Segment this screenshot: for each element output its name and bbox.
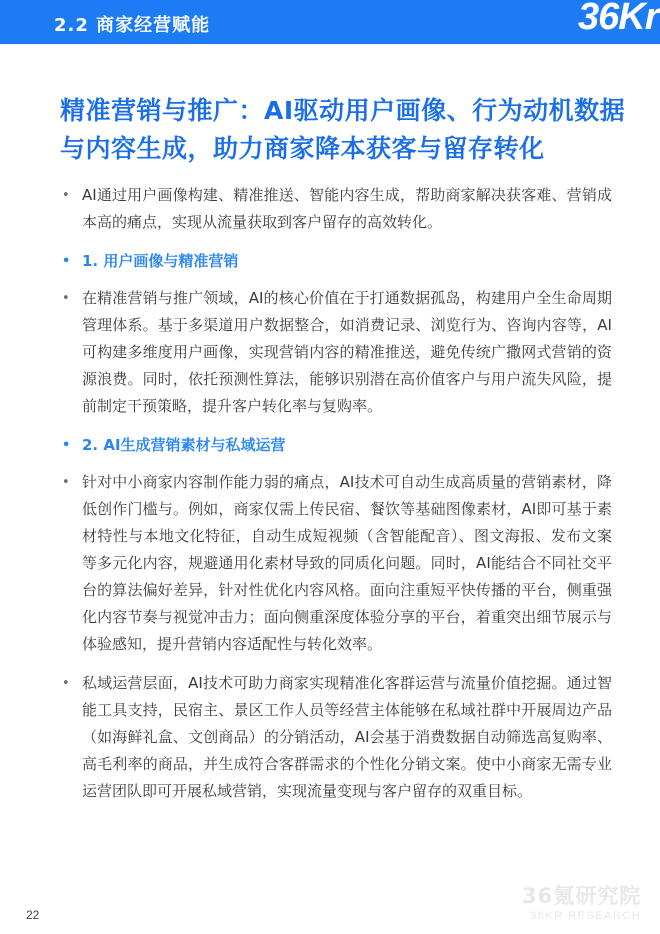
list-item — [62, 182, 612, 236]
paragraph-text: 针对中小商家内容制作能力弱的痛点，AI技术可自动生成高质量的营销素材，降低创作门槛与。例如，商家仅需上传民宿、餐饮等基础图像素材，AI即可基于素材特性与本地文化特征，自动生成短视频（含智能配音）、图文海报、发布文案等多元化内容，规避通用化素材导致的同质化问题。同时，AI能结合不同社交平台的算法偏好差异，针对性优化内容风格。面向注重短平快传播的平台，侧重强化内容节奏与视觉冲击力；面向侧重深度体验分享的平台，着重突出细节展示与体验感知，提升营销内容适配性与转化效率。 — [82, 473, 612, 653]
list-item — [62, 285, 612, 420]
subheading-item — [62, 432, 612, 459]
content-list — [62, 182, 612, 817]
paragraph-text: 私域运营层面，AI技术可助力商家实现精准化客群运营与流量价值挖掘。通过智能工具支持，民宿主、景区工作人员等经营主体能够在私域社群中开展周边产品（如海鲜礼盒、文创商品）的分销活动，AI会基于消费数据自动筛选高复购率、高毛利率的商品，并生成符合客群需求的个性化分销文案。使中小商家无需专业运营团队即可开展私域营销，实现流量变现与客户留存的双重目标。 — [82, 674, 612, 800]
subheading-text: 1. 用户画像与精准营销 — [82, 252, 239, 270]
bullet-icon: • — [62, 254, 71, 269]
bullet-icon: • — [62, 676, 70, 691]
bullet-icon: • — [62, 188, 70, 203]
list-item — [62, 469, 612, 658]
bullet-icon: • — [62, 475, 70, 490]
page-title: 精准营销与推广：AI驱动用户画像、行为动机数据与内容生成，助力商家降本获客与留存转化 — [60, 96, 626, 163]
logo-text: 36Kr — [578, 0, 659, 38]
bullet-icon: • — [62, 438, 71, 453]
bullet-icon: • — [62, 291, 70, 306]
subheading-item — [62, 248, 612, 275]
watermark-main: 36氪研究院 — [522, 884, 642, 908]
watermark — [522, 880, 641, 922]
paragraph-text: AI通过用户画像构建、精准推送、智能内容生成，帮助商家解决获客难、营销成本高的痛点，实现从流量获取到客户留存的高效转化。 — [82, 186, 612, 231]
section-title: 2.2 商家经营赋能 — [54, 15, 211, 36]
subheading-text: 2. AI生成营销素材与私域运营 — [82, 436, 286, 454]
section-header-bar — [0, 0, 660, 44]
list-item — [62, 670, 612, 805]
paragraph-text: 在精准营销与推广领域，AI的核心价值在于打通数据孤岛，构建用户全生命周期管理体系。基于多渠道用户数据整合，如消费记录、浏览行为、咨询内容等，AI可构建多维度用户画像，实现营销内容的精准推送，避免传统广撒网式营销的资源浪费。同时，依托预测性算法，能够识别潜在高价值客户与用户流失风险，提前制定干预策略，提升客户转化率与复购率。 — [82, 289, 612, 415]
page-number: 22 — [26, 908, 40, 922]
watermark-sub: 36KR RESEARCH — [530, 910, 642, 922]
brand-logo — [570, 0, 660, 44]
